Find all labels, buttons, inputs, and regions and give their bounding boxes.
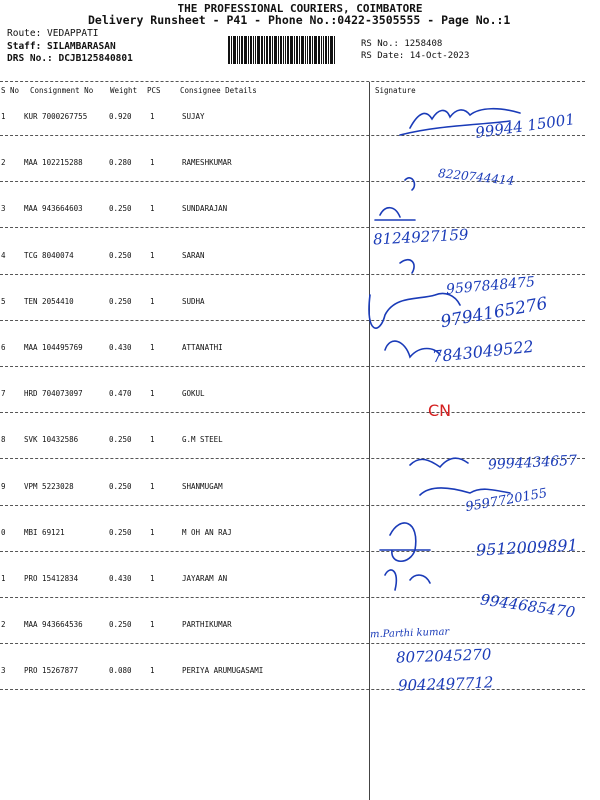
row-consignment-no: PRO 15412834 bbox=[24, 574, 79, 583]
col-consignment: Consignment No bbox=[30, 86, 94, 95]
signature-mobile-7: CN bbox=[428, 401, 452, 420]
row-pcs: 1 bbox=[150, 527, 155, 537]
row-consignment-no: KUR 7000267755 bbox=[24, 112, 88, 121]
row-weight: 0.250 bbox=[109, 204, 132, 214]
row-consignment-no: MAA 104495769 bbox=[24, 343, 83, 352]
signature-mobile-2: 8220744414 bbox=[437, 166, 515, 188]
row-sno: 1 bbox=[1, 112, 6, 121]
signature-mobile-5: 9794165276 bbox=[439, 293, 550, 333]
company-name: THE PROFESSIONAL COURIERS, COIMBATORE bbox=[177, 2, 423, 15]
row-sno: 0 bbox=[1, 527, 6, 537]
row-weight: 0.430 bbox=[109, 574, 132, 583]
row-pcs: 1 bbox=[150, 666, 155, 676]
route-label: Route: VEDAPPATI bbox=[7, 28, 99, 39]
row-weight: 0.430 bbox=[109, 343, 132, 352]
row-weight: 0.250 bbox=[109, 435, 132, 445]
row-consignee: SHANMUGAM bbox=[182, 481, 223, 491]
signature-mobile-8: 9994434657 bbox=[487, 452, 578, 474]
row-weight: 0.080 bbox=[109, 666, 132, 676]
row-consignee: M OH AN RAJ bbox=[182, 527, 232, 537]
row-pcs: 1 bbox=[150, 112, 155, 121]
row-sno: 6 bbox=[1, 343, 6, 352]
row-consignment-no: MBI 69121 bbox=[24, 527, 65, 537]
signature-stroke-4 bbox=[400, 260, 414, 273]
row-sno: 5 bbox=[1, 296, 6, 306]
rs-date: RS Date: 14-Oct-2023 bbox=[361, 51, 470, 61]
col-consignee: Consignee Details bbox=[180, 86, 257, 95]
row-consignee: PARTHIKUMAR bbox=[182, 620, 232, 630]
signature-mobile-13: 9042497712 bbox=[397, 673, 494, 695]
row-pcs: 1 bbox=[150, 204, 155, 214]
row-weight: 0.250 bbox=[109, 250, 132, 260]
col-weight: Weight bbox=[110, 86, 138, 95]
row-weight: 0.250 bbox=[109, 481, 132, 491]
row-weight: 0.470 bbox=[109, 389, 132, 399]
col-pcs: PCS bbox=[147, 86, 161, 95]
row-sno: 9 bbox=[1, 481, 6, 491]
row-pcs: 1 bbox=[150, 620, 155, 630]
row-consignment-no: HRD 704073097 bbox=[24, 389, 83, 399]
runsheet-title: Delivery Runsheet - P41 - Phone No.:0422-3505555 - Page No.:1 bbox=[88, 13, 511, 27]
signature-stroke-8 bbox=[410, 458, 468, 467]
row-pcs: 1 bbox=[150, 481, 155, 491]
row-consignment-no: MAA 943664603 bbox=[24, 204, 83, 214]
signature-mobile-1: 99944 15001 bbox=[474, 110, 576, 142]
row-pcs: 1 bbox=[150, 158, 155, 168]
signature-stroke-2 bbox=[405, 178, 414, 190]
signature-stroke-11 bbox=[385, 570, 430, 590]
barcode bbox=[228, 36, 350, 64]
staff-label: Staff: SILAMBARASAN bbox=[7, 41, 116, 52]
row-sno: 3 bbox=[1, 666, 6, 676]
row-sno: 7 bbox=[1, 389, 6, 399]
signature-mobile-6: 7843049522 bbox=[431, 336, 535, 367]
row-weight: 0.280 bbox=[109, 158, 132, 168]
row-consignee: ATTANATHI bbox=[182, 343, 223, 352]
signature-mobile-10: 9512009891 bbox=[475, 535, 579, 560]
row-pcs: 1 bbox=[150, 435, 155, 445]
row-weight: 0.250 bbox=[109, 527, 132, 537]
row-consignee: SUNDARAJAN bbox=[182, 204, 228, 214]
signature-stroke-3 bbox=[375, 208, 415, 220]
signature-mobile-9: 9597720155 bbox=[464, 485, 549, 516]
row-consignee: GOKUL bbox=[182, 389, 205, 399]
row-consignee: SUJAY bbox=[182, 112, 205, 121]
row-sno: 2 bbox=[1, 158, 6, 168]
col-sno: S No bbox=[1, 86, 20, 95]
row-consignment-no: TCG 8040074 bbox=[24, 250, 74, 260]
row-pcs: 1 bbox=[150, 250, 155, 260]
row-pcs: 1 bbox=[150, 296, 155, 306]
row-sno: 8 bbox=[1, 435, 6, 445]
signature-mobile-3: 8124927159 bbox=[372, 225, 469, 249]
signature-mobile-11: 9944685470 bbox=[479, 590, 577, 622]
row-consignee: JAYARAM AN bbox=[182, 574, 228, 583]
row-weight: 0.250 bbox=[109, 296, 132, 306]
row-consignment-no: PRO 15267877 bbox=[24, 666, 79, 676]
row-weight: 0.250 bbox=[109, 620, 132, 630]
signature-mobile-12: 8072045270 bbox=[395, 645, 492, 667]
row-sno: 3 bbox=[1, 204, 6, 214]
drs-number: DRS No.: DCJB125840801 bbox=[7, 53, 133, 64]
row-consignee: G.M STEEL bbox=[182, 435, 223, 445]
row-consignment-no: SVK 10432586 bbox=[24, 435, 79, 445]
row-pcs: 1 bbox=[150, 389, 155, 399]
row-weight: 0.920 bbox=[109, 112, 132, 121]
row-consignment-no: VPM 5223028 bbox=[24, 481, 74, 491]
row-consignment-no: TEN 2054410 bbox=[24, 296, 74, 306]
col-signature: Signature bbox=[375, 86, 416, 95]
row-consignment-no: MAA 102215288 bbox=[24, 158, 83, 168]
row-pcs: 1 bbox=[150, 574, 155, 583]
row-consignment-no: MAA 943664536 bbox=[24, 620, 83, 630]
signature-mobile-4: 9597848475 bbox=[445, 274, 536, 298]
row-consignee: PERIYA ARUMUGASAMI bbox=[182, 666, 264, 676]
row-sno: 4 bbox=[1, 250, 6, 260]
row-pcs: 1 bbox=[150, 343, 155, 352]
header-divider-top bbox=[0, 81, 585, 82]
signature-name-parthi: m.Parthi kumar bbox=[369, 626, 450, 641]
row-consignee: RAMESHKUMAR bbox=[182, 158, 232, 168]
row-consignee: SUDHA bbox=[182, 296, 205, 306]
rs-number: RS No.: 1258408 bbox=[361, 39, 443, 49]
row-sno: 1 bbox=[1, 574, 6, 583]
row-sno: 2 bbox=[1, 620, 6, 630]
signature-stroke-10 bbox=[380, 523, 430, 561]
row-consignee: SARAN bbox=[182, 250, 205, 260]
